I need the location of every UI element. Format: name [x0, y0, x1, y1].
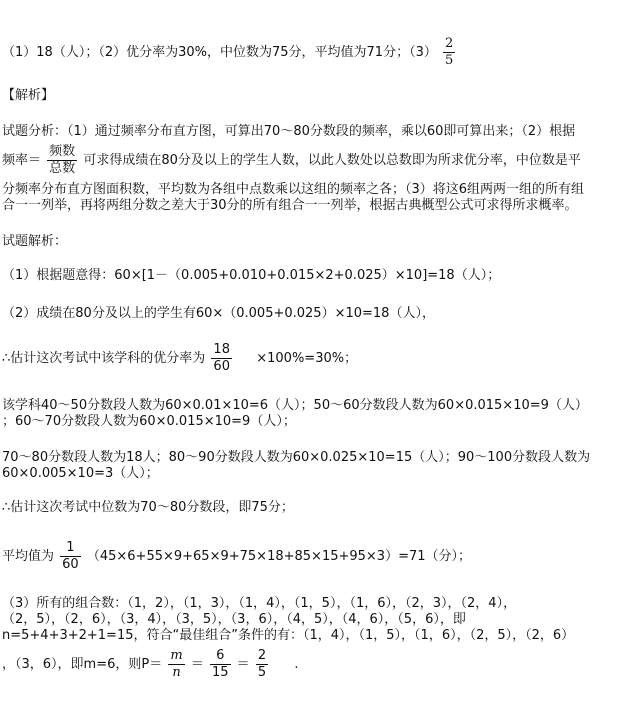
fraction-2-5	[256, 648, 268, 681]
answer-fraction	[443, 36, 455, 69]
solution-step-8-line-2: （2，5），（2，6），（3，4），（3，5），（3，6），（4，5），（4，6），（5，6），即	[2, 612, 466, 627]
step-3-prefix: ∴估计这次考试中该学科的优分率为	[2, 351, 206, 366]
fraction-2-5-denominator: 5	[257, 665, 267, 680]
step-7-prefix: 平均值为	[2, 549, 55, 564]
solution-step-4-line-1: 该学科40～50分数段人数为60×0.01×10=6（人）；50～60分数段人数为60×0.015×10=9（人）	[2, 398, 588, 413]
solution-step-8-line-3: n=5+4+3+2+1=15，符合“最佳组合”条件的有：（1，4），（1，5），（1，6），（2，5），（2，6）	[2, 628, 575, 643]
formula-denominator: 总数	[49, 161, 76, 176]
step-3-suffix: ×100%=30%；	[256, 351, 358, 366]
step-7-denominator: 60	[62, 557, 79, 572]
solution-step-5-line-2: 60×0.005×10=3（人）；	[2, 466, 159, 481]
equals-2: ＝	[236, 657, 250, 672]
probability-numerator: m	[170, 648, 183, 663]
solution-step-7	[2, 540, 471, 573]
solution-step-3	[2, 342, 357, 375]
analysis-line-1: 试题分析：（1）通过频率分布直方图，可算出70～80分数段的频率，乘以60即可算出来；（2）根据	[2, 124, 576, 139]
answer-text: （1）18（人）；（2）优分率为30%，中位数为75分，平均值为71分；（3）	[2, 45, 437, 60]
formula-fraction	[47, 144, 77, 177]
equals-1: ＝	[190, 657, 204, 672]
final-period: .	[294, 657, 299, 672]
analysis-line-2	[2, 144, 581, 177]
step-3-fraction	[211, 342, 232, 375]
solution-step-8-line-4	[2, 648, 299, 681]
step-7-fraction	[60, 540, 81, 573]
formula-lhs: 频率＝	[2, 153, 42, 168]
analysis-line-3: 分频率分布直方图面积数，平均数为各组中点数乘以这组的频率之各；（3）将这6组两两一组的所有组	[2, 182, 585, 197]
step-7-suffix: （45×6+55×9+65×9+75×18+85×15+95×3）=71（分）；	[86, 549, 472, 564]
analysis-line-4: 合一一列举，再将两组分数之差大于30分的所有组合一一列举，根据古典概型公式可求得所求概率。	[2, 198, 578, 213]
step-3-denominator: 60	[213, 359, 230, 374]
formula-numerator: 频数	[49, 144, 76, 159]
analysis-heading: 【解析】	[2, 88, 55, 103]
step-7-numerator: 1	[60, 540, 81, 557]
step-8-prefix: ，（3，6），即m=6，则P＝	[2, 657, 163, 672]
solution-step-2: （2）成绩在80分及以上的学生有60×（0.005+0.025）×10=18（人），	[2, 306, 435, 321]
analysis-line-2-text: 可求得成绩在80分及以上的学生人数，以此人数处以总数即为所求优分率，中位数是平	[83, 153, 581, 168]
fraction-6-15	[210, 648, 231, 681]
answer-fraction-numerator: 2	[444, 36, 454, 51]
solution-step-5-line-1: 70～80分数段人数为18人；80～90分数段人数为60×0.025×10=15（人）；90～100分数段人数为	[2, 450, 591, 465]
fraction-2-5-numerator: 2	[257, 648, 267, 663]
answer-fraction-denominator: 5	[444, 53, 454, 68]
solution-step-6: ∴估计这次考试中位数为70～80分数段，即75分；	[2, 500, 294, 515]
fraction-6-15-numerator: 6	[210, 648, 231, 665]
probability-denominator: n	[172, 665, 181, 680]
solution-heading: 试题解析：	[2, 234, 68, 249]
solution-step-1: （1）根据题意得：60×[1－（0.005+0.010+0.015×2+0.025）×10]=18（人）；	[2, 268, 501, 283]
solution-step-8-line-1: （3）所有的组合数：（1，2），（1，3），（1，4），（1，5），（1，6），（2，3），（2，4），	[2, 596, 517, 611]
probability-fraction	[168, 648, 184, 681]
step-3-numerator: 18	[213, 342, 230, 357]
answer-line	[2, 36, 457, 69]
solution-step-4-line-2: ；60～70分数段人数为60×0.015×10=9（人）；	[2, 414, 296, 429]
fraction-6-15-denominator: 15	[211, 665, 229, 680]
